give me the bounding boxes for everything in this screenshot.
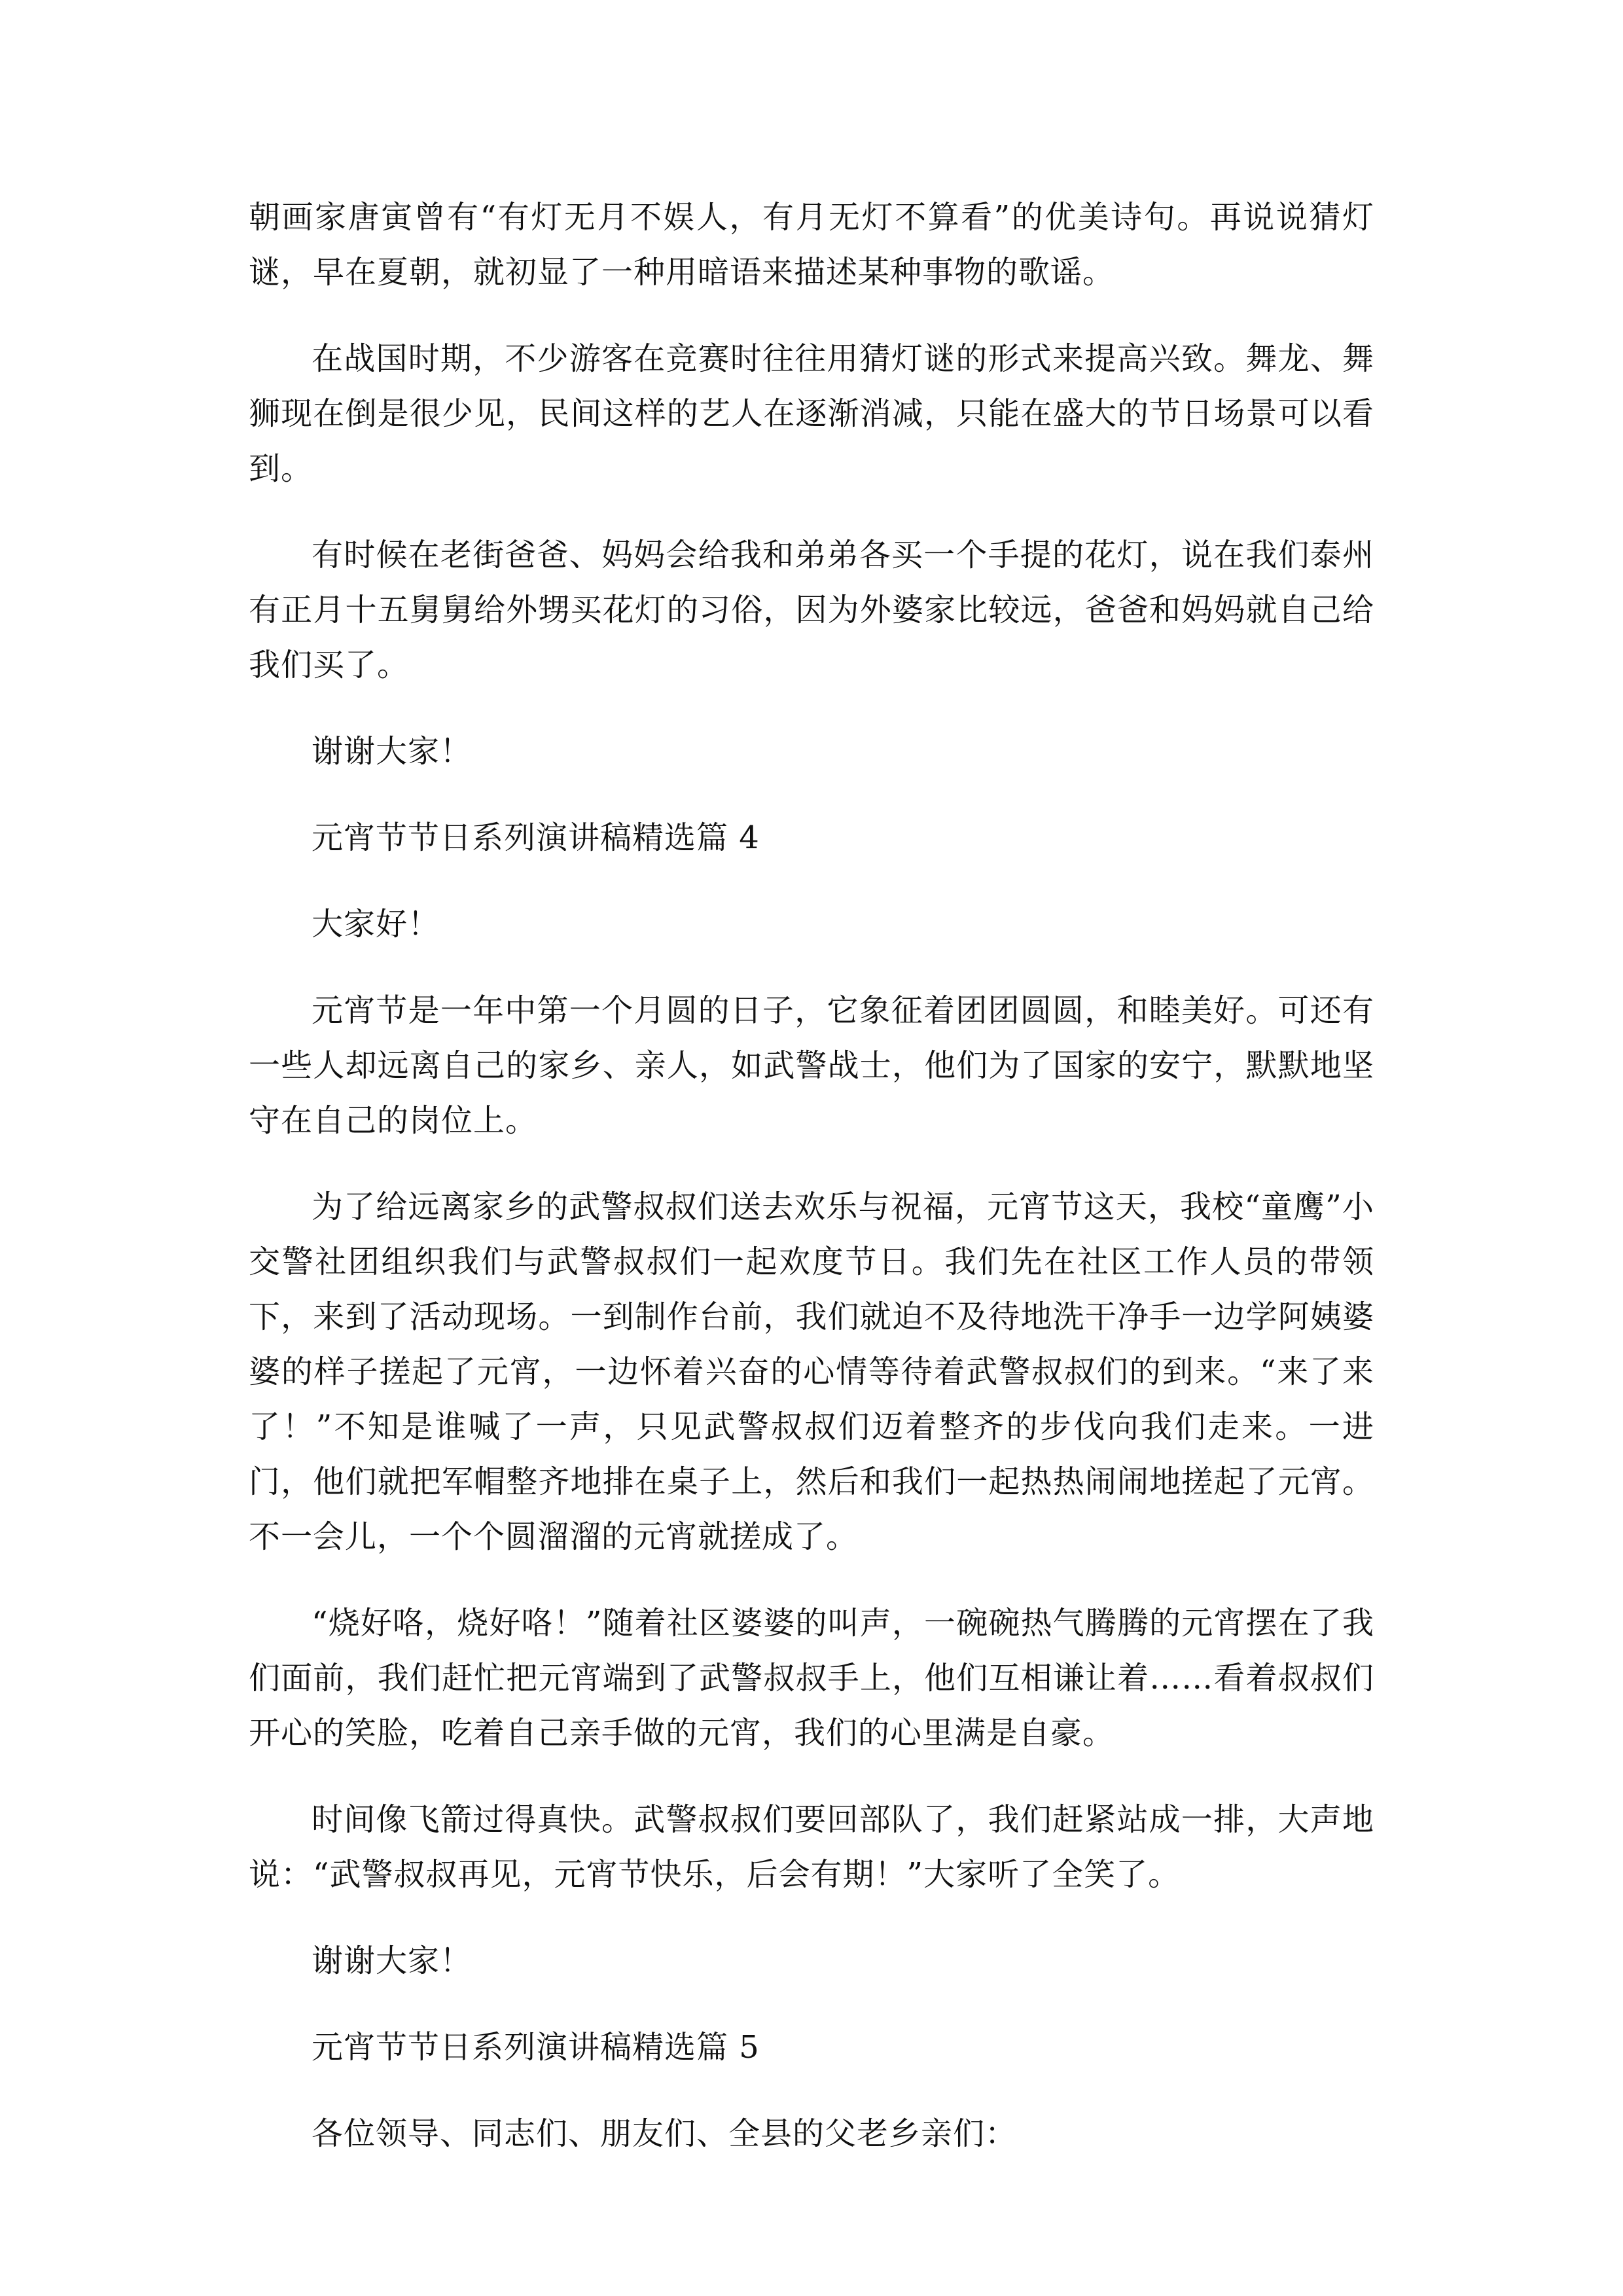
- document-body: [249, 190, 1374, 2161]
- section-heading: 元宵节节日系列演讲稿精选篇 5: [312, 2029, 760, 2066]
- paragraph: 有时候在老街爸爸、妈妈会给我和弟弟各买一个手提的花灯，说在我们泰州有正月十五舅舅给外甥买花灯的习俗，因为外婆家比较远，爸爸和妈妈就自己给我们买了。: [249, 537, 1374, 683]
- closing-thanks: 谢谢大家！: [312, 1943, 473, 1979]
- paragraph: 在战国时期，不少游客在竞赛时往往用猜灯谜的形式来提高兴致。舞龙、舞狮现在倒是很少见，民间这样的艺人在逐渐消减，只能在盛大的节日场景可以看到。: [249, 340, 1374, 487]
- closing-thanks: 谢谢大家！: [312, 733, 473, 770]
- greeting: 大家好！: [312, 906, 440, 942]
- paragraph: “烧好咯，烧好咯！”随着社区婆婆的叫声，一碗碗热气腾腾的元宵摆在了我们面前，我们赶忙把元宵端到了武警叔叔手上，他们互相谦让着……看着叔叔们开心的笑脸，吃着自己亲手做的元宵，我们的心里满是自豪。: [249, 1605, 1374, 1751]
- paragraph: 元宵节是一年中第一个月圆的日子，它象征着团团圆圆，和睦美好。可还有一些人却远离自己的家乡、亲人，如武警战士，他们为了国家的安宁，默默地坚守在自己的岗位上。: [249, 992, 1374, 1139]
- salutation: 各位领导、同志们、朋友们、全县的父老乡亲们：: [312, 2115, 1018, 2152]
- paragraph: 为了给远离家乡的武警叔叔们送去欢乐与祝福，元宵节这天，我校“童鹰”小交警社团组织我们与武警叔叔们一起欢度节日。我们先在社区工作人员的带领下，来到了活动现场。一到制作台前，我们就迫不及待地洗干净手一边学阿姨婆婆的样子搓起了元宵，一边怀着兴奋的心情等待着武警叔叔们的到来。“来了来了！”不知是谁喊了一声，只见武警叔叔们迈着整齐的步伐向我们走来。一进门，他们就把军帽整齐地排在桌子上，然后和我们一起热热闹闹地搓起了元宵。不一会儿，一个个圆溜溜的元宵就搓成了。: [249, 1189, 1374, 1555]
- paragraph: 时间像飞箭过得真快。武警叔叔们要回部队了，我们赶紧站成一排，大声地说：“武警叔叔再见，元宵节快乐，后会有期！”大家听了全笑了。: [249, 1801, 1374, 1893]
- paragraph-continued: 朝画家唐寅曾有“有灯无月不娱人，有月无灯不算看”的优美诗句。再说说猜灯谜，早在夏朝，就初显了一种用暗语来描述某种事物的歌谣。: [249, 199, 1374, 291]
- section-heading: 元宵节节日系列演讲稿精选篇 4: [312, 819, 760, 856]
